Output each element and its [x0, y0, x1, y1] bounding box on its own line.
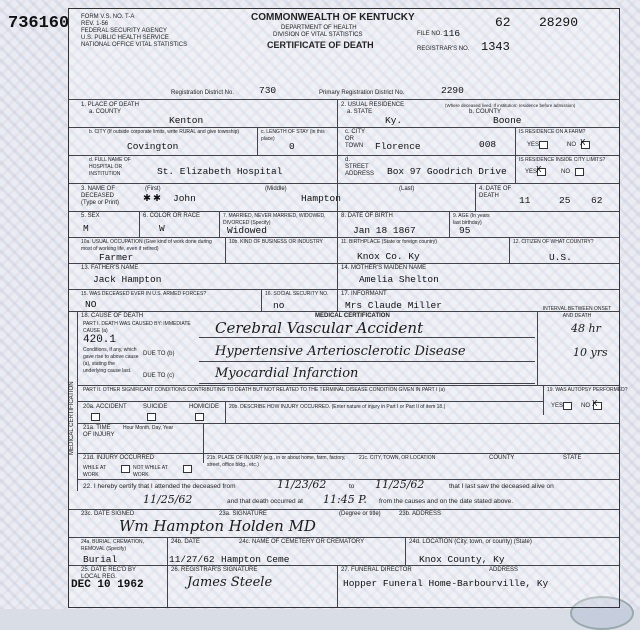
- mother-label: 14. MOTHER'S MAIDEN NAME: [341, 265, 427, 271]
- rule: [225, 237, 226, 263]
- race-label: 6. COLOR OR RACE: [143, 213, 201, 219]
- rule: [509, 237, 510, 263]
- medical-certification-side-label: MEDICAL CERTIFICATION: [69, 381, 75, 455]
- rule: [69, 99, 619, 100]
- residence-city-label: c. CITY OR TOWN: [345, 129, 365, 149]
- length-of-stay: 0: [289, 141, 295, 152]
- limits-yes-check-mark: X: [536, 165, 542, 175]
- file-no-label: FILE NO.: [417, 31, 443, 37]
- rule: [69, 237, 619, 238]
- interval-b: 10 yrs: [573, 346, 608, 359]
- crossed-out-text: ✱✱: [143, 193, 163, 204]
- date-of-death-label: 4. DATE OF DEATH: [479, 186, 512, 199]
- residence-city-code: 008: [479, 139, 497, 150]
- burial-date: 11/27/62: [169, 554, 215, 565]
- death-occurred-label: and that death occurred at: [227, 498, 303, 505]
- limits-no-label: NO: [561, 169, 570, 175]
- rule: [543, 385, 544, 415]
- city-limits-question: IS RESIDENCE INSIDE CITY LIMITS?: [519, 157, 606, 163]
- first-name-label: (First): [145, 186, 161, 192]
- rule: [77, 479, 619, 480]
- date-received-label: 25. DATE REC'D BY LOCAL REG.: [81, 567, 136, 580]
- death-city-label: b. CITY (If outside corporate limits, write RURAL and give township): [89, 129, 240, 135]
- residence-county: Boone: [493, 115, 522, 126]
- farm-yes-checkbox[interactable]: [539, 141, 548, 149]
- accident-checkbox[interactable]: [91, 413, 100, 421]
- cemetery: Hampton Ceme: [221, 554, 290, 565]
- due-to-b-label: DUE TO (b): [143, 351, 175, 357]
- death-year: 62: [591, 195, 603, 206]
- funeral-director-address-label: ADDRESS: [489, 567, 519, 573]
- social-security-label: 16. SOCIAL SECURITY NO.: [265, 291, 329, 297]
- conditions-note: Conditions, if any, which gave rise to above cause (a), stating the underlying cause last.: [83, 347, 139, 374]
- rule: [69, 537, 619, 538]
- injury-county-label: COUNTY: [489, 455, 515, 461]
- rule: [199, 361, 535, 362]
- rule: [69, 565, 619, 566]
- rule: [69, 263, 619, 264]
- funeral-director: Hopper Funeral Home-Barbourville, Ky: [343, 578, 549, 589]
- last-seen-label: that I last saw the deceased alive on: [449, 483, 554, 490]
- rule: [257, 127, 258, 155]
- registrar-signature: James Steele: [187, 575, 273, 590]
- rule: [69, 155, 337, 156]
- cause-b: Hypertensive Arteriosclerotic Disease: [215, 344, 466, 359]
- date-received-stamp: DEC 10 1962: [71, 579, 144, 591]
- degree-label: (Degree or title): [339, 511, 381, 517]
- deceased-first-name: John: [173, 193, 196, 204]
- agency-line-2: U.S. PUBLIC HEALTH SERVICE: [81, 35, 169, 41]
- age: 95: [459, 225, 471, 236]
- rule: [337, 127, 619, 128]
- rule: [69, 183, 619, 184]
- date-of-birth: Jan 18 1867: [353, 225, 416, 236]
- occupation: Farmer: [99, 252, 134, 263]
- death-day: 25: [559, 195, 571, 206]
- cause-code: 420.1: [83, 334, 117, 346]
- marital-status: Widowed: [227, 225, 267, 236]
- physician-signature: Wm Hampton Holden MD: [119, 517, 316, 535]
- last-name-label: (Last): [399, 186, 415, 192]
- file-year: 62: [495, 15, 511, 30]
- burial-location: Knox County, Ky: [419, 554, 505, 565]
- interval-a: 48 hr: [571, 322, 601, 335]
- rule: [69, 509, 619, 510]
- mother-name: Amelia Shelton: [359, 274, 439, 285]
- residence-state-label: a. STATE: [347, 109, 373, 115]
- armed-forces-label: 15. WAS DECEASED EVER IN U.S. ARMED FORCES?: [81, 291, 207, 297]
- department-line-1: DEPARTMENT OF HEALTH: [281, 25, 357, 31]
- cause-c: Myocardial Infarction: [215, 366, 359, 381]
- registrar-signature-label: 26. REGISTRAR'S SIGNATURE: [171, 567, 258, 573]
- social-security: no: [273, 300, 285, 311]
- rule: [337, 289, 338, 311]
- street-address-label: d. STREET ADDRESS: [345, 157, 375, 177]
- rule: [225, 401, 226, 423]
- registrar-no-label: REGISTRAR'S NO.: [417, 46, 470, 52]
- date-of-birth-label: 8. DATE OF BIRTH: [341, 213, 393, 219]
- rule: [77, 453, 619, 454]
- autopsy-yes-label: YES: [551, 403, 564, 409]
- suicide-label: SUICIDE: [143, 404, 168, 410]
- homicide-label: HOMICIDE: [189, 404, 219, 410]
- rule: [261, 289, 262, 311]
- residence-state: Ky.: [385, 115, 403, 126]
- rule: [69, 211, 619, 212]
- rule: [69, 289, 619, 290]
- while-at-work-checkbox[interactable]: [121, 465, 130, 473]
- form-revision: REV. 1-56: [81, 21, 109, 27]
- rule: [203, 423, 204, 463]
- middle-name-label: (Middle): [265, 186, 287, 192]
- medical-certification-heading: MEDICAL CERTIFICATION: [315, 313, 390, 319]
- deceased-name-label: 3. NAME OF DECEASED (Type or Print): [81, 186, 120, 206]
- agency-line-1: FEDERAL SECURITY AGENCY: [81, 28, 168, 34]
- not-at-work-checkbox[interactable]: [183, 465, 192, 473]
- place-of-death-label: 1. PLACE OF DEATH: [81, 102, 139, 108]
- rule: [405, 537, 406, 565]
- accident-label: 20a. ACCIDENT: [83, 404, 127, 410]
- rule: [199, 337, 535, 338]
- sex: M: [83, 223, 89, 234]
- rule: [77, 423, 619, 424]
- while-at-work-label: WHILE AT WORK: [83, 465, 106, 478]
- usual-residence-label: 2. USUAL RESIDENCE: [341, 102, 405, 108]
- father-label: 13. FATHER'S NAME: [81, 265, 139, 271]
- physician-address-label: 23b. ADDRESS: [399, 511, 442, 517]
- limits-no-checkbox[interactable]: [575, 168, 584, 176]
- date-signed-label: 23c. DATE SIGNED: [81, 511, 135, 517]
- residence-county-label: b. COUNTY: [469, 109, 502, 115]
- attending-statement: 22. I hereby certify that I attended the deceased from: [83, 483, 236, 490]
- birthplace: Knox Co. Ky: [357, 251, 420, 262]
- rule: [199, 383, 535, 384]
- attended-from: 11/23/62: [277, 478, 327, 491]
- rule: [537, 311, 538, 385]
- signature-label: 23a. SIGNATURE: [219, 511, 267, 517]
- father-name: Jack Hampton: [93, 274, 162, 285]
- deceased-last-name: Hampton: [301, 193, 341, 204]
- injury-description-label: 20b. DESCRIBE HOW INJURY OCCURRED. (Enter nature of injury in Part I or Part II of item 18.): [229, 404, 446, 410]
- file-sequence: 28290: [539, 15, 579, 30]
- rule: [77, 385, 619, 386]
- rule: [449, 211, 450, 237]
- citizen: U.S.: [549, 252, 572, 263]
- burial-location-label: 24d. LOCATION (City, town, or county) (State): [409, 539, 532, 545]
- rule: [337, 155, 619, 156]
- reg-district: 730: [259, 85, 277, 96]
- death-time: 11:45 P.: [323, 493, 367, 506]
- autopsy-label: 19. WAS AUTOPSY PERFORMED?: [547, 387, 628, 393]
- marital-status-label: 7. MARRIED, NEVER MARRIED, WIDOWED, DIVORCED (Specify): [223, 213, 326, 226]
- reg-district-label: Registration District No.: [171, 90, 235, 96]
- city-of-injury-label: 21c. CITY, TOWN, OR LOCATION: [359, 455, 436, 461]
- burial: Burial: [83, 554, 118, 565]
- rule: [219, 211, 220, 237]
- citizen-label: 12. CITIZEN OF WHAT COUNTRY?: [513, 239, 594, 245]
- hospital: St. Elizabeth Hospital: [157, 166, 283, 177]
- residence-city: Florence: [375, 141, 421, 152]
- rule: [69, 127, 337, 128]
- primary-district: 2290: [441, 85, 464, 96]
- informant-label: 17. INFORMANT: [341, 291, 387, 297]
- cause-of-death-label: 18. CAUSE OF DEATH: [81, 313, 144, 319]
- rule: [139, 211, 140, 237]
- certificate-serial-number: 736160: [8, 14, 70, 33]
- rule: [167, 537, 168, 565]
- death-city: Covington: [127, 141, 179, 152]
- state-heading: COMMONWEALTH OF KENTUCKY: [251, 12, 415, 23]
- suicide-checkbox[interactable]: [147, 413, 156, 421]
- armed-forces: NO: [85, 299, 97, 310]
- limits-yes-label: YES: [525, 169, 538, 175]
- death-county: Kenton: [169, 115, 204, 126]
- certificate-title: CERTIFICATE OF DEATH: [267, 40, 374, 50]
- funeral-director-label: 27. FUNERAL DIRECTOR: [341, 567, 412, 573]
- cause-a: Cerebral Vascular Accident: [215, 319, 424, 337]
- death-certificate-form: [68, 8, 628, 608]
- due-to-c-label: DUE TO (c): [143, 373, 175, 379]
- sex-label: 5. SEX: [81, 213, 100, 219]
- homicide-checkbox[interactable]: [195, 413, 204, 421]
- farm-no-check-mark: X: [580, 138, 586, 148]
- autopsy-yes-checkbox[interactable]: [563, 402, 572, 410]
- file-no: 116: [443, 28, 461, 39]
- interval-label: INTERVAL BETWEEN ONSET AND DEATH: [542, 306, 612, 319]
- time-of-injury-label: 21a. TIME OF INJURY: [83, 425, 115, 438]
- attended-to: 11/25/62: [375, 478, 425, 491]
- rule: [167, 565, 168, 607]
- cemetery-label: 24c. NAME OF CEMETERY OR CREMATORY: [239, 539, 365, 545]
- department-line-2: DIVISION OF VITAL STATISTICS: [273, 32, 363, 38]
- injury-occurred-label: 21d. INJURY OCCURRED: [83, 455, 155, 461]
- rule: [475, 183, 476, 211]
- agency-line-3: NATIONAL OFFICE VITAL STATISTICS: [81, 42, 188, 48]
- rule: [337, 565, 338, 607]
- part1-label: PART I. DEATH WAS CAUSED BY: IMMEDIATE CAUSE (a): [83, 321, 191, 334]
- death-county-label: a. COUNTY: [89, 109, 122, 115]
- residence-note: (Where deceased lived. If institution: residence before admission): [445, 103, 576, 108]
- place-of-injury-label: 21b. PLACE OF INJURY (e.g., in or about home, farm, factory, street, office bldg., etc.): [207, 455, 346, 468]
- autopsy-no-label: NO: [581, 403, 590, 409]
- farm-no-label: NO: [567, 142, 576, 148]
- age-label: 9. AGE (In years last birthday): [453, 213, 490, 226]
- from-causes-label: from the causes and on the date stated above.: [379, 498, 514, 505]
- burial-label: 24a. BURIAL, CREMATION, REMOVAL (Specify): [81, 539, 144, 552]
- occupation-label: 10a. USUAL OCCUPATION (Give kind of work done during most of working life, even if retired): [81, 239, 212, 252]
- time-units-label: Hour Month, Day, Year: [123, 425, 174, 431]
- part2-label: PART II. OTHER SIGNIFICANT CONDITIONS CONTRIBUTING TO DEATH BUT NOT RELATED TO THE TERMINAL DISEASE CONDITION GIVEN IN PART I (a): [83, 387, 445, 393]
- injury-state-label: STATE: [563, 455, 582, 461]
- length-of-stay-label: c. LENGTH OF STAY (in this place): [261, 129, 325, 142]
- farm-yes-label: YES: [527, 142, 540, 148]
- primary-district-label: Primary Registration District No.: [319, 90, 405, 96]
- farm-question: IS RESIDENCE ON A FARM?: [519, 129, 586, 135]
- autopsy-no-check-mark: X: [592, 399, 598, 409]
- form-number: FORM V.S. NO. T-A: [81, 14, 135, 20]
- street-address: Box 97 Goodrich Drive: [387, 166, 507, 177]
- registrar-no: 1343: [481, 40, 510, 54]
- death-month: 11: [519, 195, 531, 206]
- hospital-label: d. FULL NAME OF HOSPITAL OR INSTITUTION: [89, 157, 131, 177]
- rule: [77, 401, 543, 402]
- industry-label: 10b. KIND OF BUSINESS OR INDUSTRY: [229, 239, 323, 245]
- attended-to-label: to: [349, 483, 355, 490]
- last-seen-date: 11/25/62: [143, 493, 193, 506]
- not-at-work-label: NOT WHILE AT WORK: [133, 465, 168, 478]
- burial-date-label: 24b. DATE: [171, 539, 200, 545]
- birthplace-label: 11. BIRTHPLACE (State or foreign country): [341, 239, 437, 245]
- race: W: [159, 223, 165, 234]
- informant: Mrs Claude Miller: [345, 300, 442, 311]
